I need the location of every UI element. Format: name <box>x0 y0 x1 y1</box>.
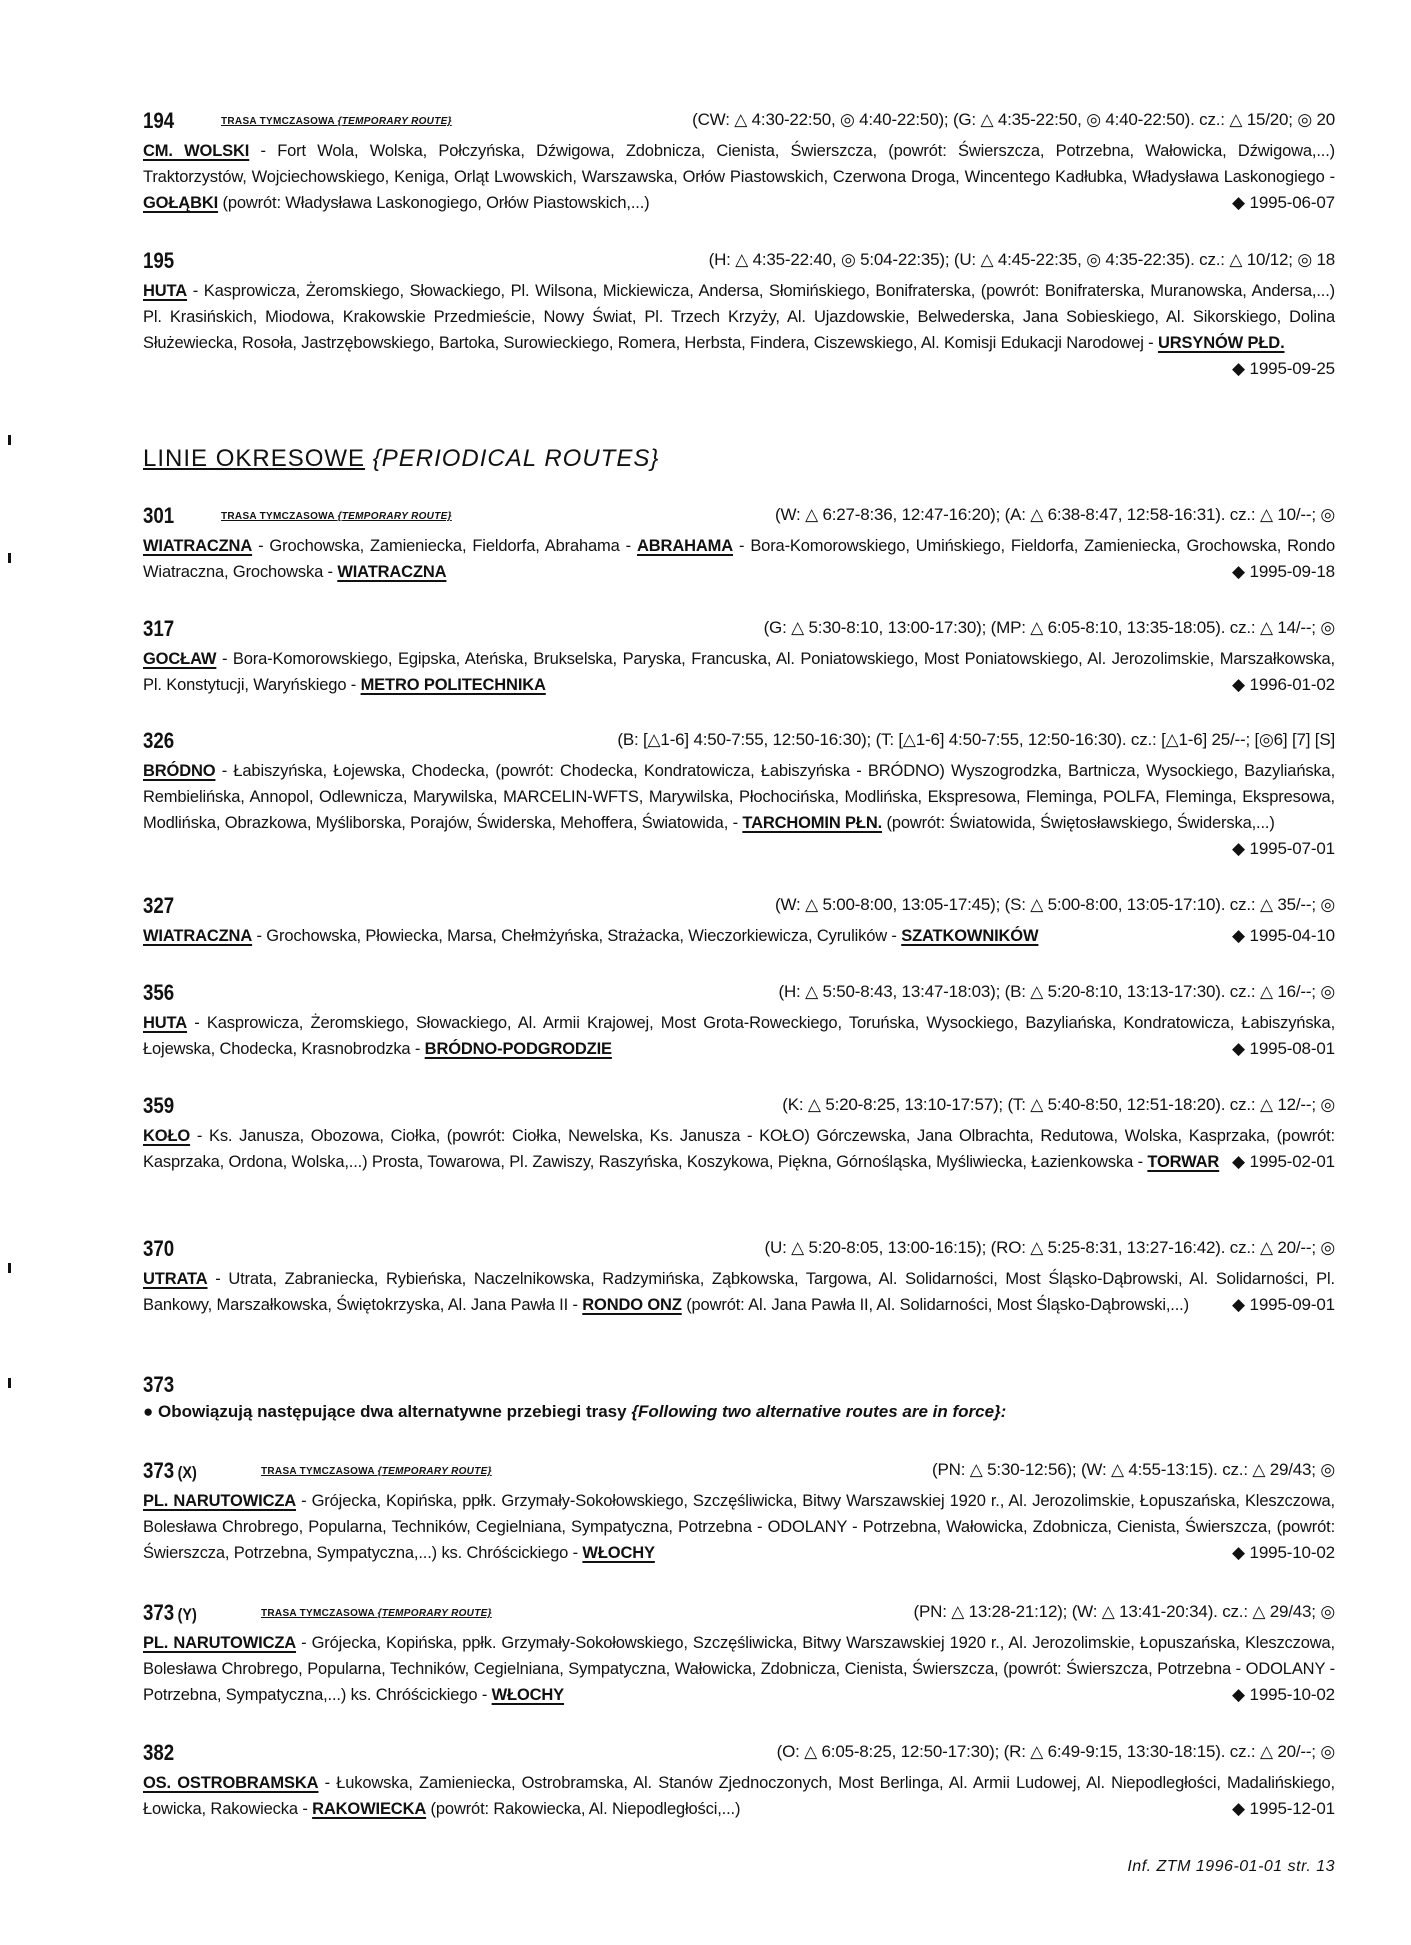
section-title <box>143 445 659 473</box>
route-header <box>143 1600 1335 1630</box>
route-schedule: (B: [△1-6] 4:50-7:55, 12:50-16:30); (T: [△1-6] 4:50-7:55, 12:50-16:30). cz.: [△1-6] 25/--; [◎6] [7] [S] <box>617 730 1335 749</box>
route-number: 326 <box>143 728 175 753</box>
effective-date: ◆ 1995-10-02 <box>1232 1685 1335 1704</box>
route-number: 373 (X) <box>143 1458 197 1483</box>
route-header <box>143 728 1335 758</box>
route-number: 195 <box>143 248 175 273</box>
route-variant: (X) <box>177 1463 197 1482</box>
start-terminus: BRÓDNO <box>143 762 216 780</box>
route-entry <box>143 1740 1335 1822</box>
route-schedule: (H: △ 4:35-22:40, ◎ 5:04-22:35); (U: △ 4:45-22:35, ◎ 4:35-22:35). cz.: △ 10/12; ◎ 18 <box>708 250 1335 269</box>
start-terminus: KOŁO <box>143 1127 191 1145</box>
start-terminus: HUTA <box>143 282 188 300</box>
route-schedule: (K: △ 5:20-8:25, 13:10-17:57); (T: △ 5:40-8:50, 12:51-18:20). cz.: △ 12/--; ◎ <box>782 1095 1335 1114</box>
route-streets: - Grójecka, Kopińska, ppłk. Grzymały-Sokołowskiego, Szczęśliwicka, Bitwy Warszawskiej 1920 r., Al. Jerozolimskie, Łopuszańska, Kleszczowa, Bolesława Chrobrego, Popularna, Techników, Cegielniana, Sympatyczna, Wałowicka, Zdobnicza, Cienista, Świerszcza, (powrót: Świerszcza, Potrzebna - ODOLANY - Potrzebna, Sympatyczna,...) ks. Chróścickiego - <box>143 1634 1335 1704</box>
end-terminus: GOŁĄBKI <box>143 194 219 212</box>
route-number: 317 <box>143 616 175 641</box>
route-schedule: (U: △ 5:20-8:05, 13:00-16:15); (RO: △ 5:25-8:31, 13:27-16:42). cz.: △ 20/--; ◎ <box>764 1238 1335 1257</box>
end-terminus: URSYNÓW PŁD. <box>1157 334 1285 352</box>
route-description <box>143 533 1335 585</box>
end-terminus: SZATKOWNIKÓW <box>901 927 1039 945</box>
route-header <box>143 503 1335 533</box>
route-streets: - Grójecka, Kopińska, ppłk. Grzymały-Sokołowskiego, Szczęśliwicka, Bitwy Warszawskiej 1920 r., Al. Jerozolimskie, Łopuszańska, Kleszczowa, Bolesława Chrobrego, Popularna, Techników, Cegielniana, Sympatyczna, Potrzebna - ODOLANY - Potrzebna, Wałowicka, Zdobnicza, Cienista, Świerszcza, (powrót: Świerszcza, Potrzebna, Sympatyczna,...) ks. Chróścickiego - <box>143 1492 1335 1562</box>
start-terminus: PL. NARUTOWICZA <box>143 1634 297 1652</box>
route-return-note: (powrót: Rakowiecka, Al. Niepodległości,...) <box>430 1800 741 1818</box>
route-entry <box>143 893 1335 949</box>
effective-date: ◆ 1995-09-25 <box>1232 359 1335 378</box>
route-number: 356 <box>143 980 175 1005</box>
route-number: 359 <box>143 1093 175 1118</box>
route-header <box>143 980 1335 1010</box>
route-number: 370 <box>143 1236 175 1261</box>
section-title-en: {PERIODICAL ROUTES} <box>372 445 660 472</box>
effective-date: ◆ 1995-02-01 <box>1232 1152 1335 1171</box>
temporary-route-label: TRASA TYMCZASOWA {TEMPORARY ROUTE} <box>261 1608 492 1619</box>
route-header <box>143 893 1335 923</box>
note-text-en: {Following two alternative routes are in force}: <box>631 1402 1007 1421</box>
route-streets: - Grochowska, Zamieniecka, Fieldorfa, Abrahama - <box>258 537 632 555</box>
temporary-route-label: TRASA TYMCZASOWA {TEMPORARY ROUTE} <box>221 511 452 522</box>
route-entry <box>143 1458 1335 1566</box>
route-streets: - Łukowska, Zamieniecka, Ostrobramska, Al. Stanów Zjednoczonych, Most Berlinga, Al. Armii Ludowej, Al. Niepodległości, Madalińskiego, Łowicka, Rakowiecka - <box>143 1774 1335 1818</box>
route-description <box>143 758 1336 858</box>
route-schedule: (PN: △ 5:30-12:56); (W: △ 4:55-13:15). cz.: △ 29/43; ◎ <box>932 1460 1335 1479</box>
temporary-route-label: TRASA TYMCZASOWA {TEMPORARY ROUTE} <box>261 1466 492 1477</box>
start-terminus: CM. WOLSKI <box>143 142 250 160</box>
route-number: 301 <box>143 503 175 528</box>
page-footer: Inf. ZTM 1996-01-01 str. 13 <box>1127 1858 1335 1875</box>
section-title-pl: LINIE OKRESOWE <box>143 445 366 472</box>
effective-date: ◆ 1995-06-07 <box>1232 193 1335 212</box>
end-terminus: TARCHOMIN PŁN. <box>742 814 883 832</box>
route-streets: - Kasprowicza, Żeromskiego, Słowackiego, Al. Armii Krajowej, Most Grota-Roweckiego, Toruńska, Wysockiego, Bazyliańska, Kondratowicza, Łabiszyńska, Łojewska, Chodecka, Krasnobrodzka - <box>143 1014 1335 1058</box>
route-entry <box>143 1093 1335 1175</box>
end-terminus: RONDO ONZ <box>582 1296 682 1314</box>
end-terminus: TORWAR <box>1147 1153 1220 1171</box>
note-373 <box>143 1402 1006 1422</box>
route-schedule: (CW: △ 4:30-22:50, ◎ 4:40-22:50); (G: △ 4:35-22:50, ◎ 4:40-22:50). cz.: △ 15/20; ◎ 20 <box>692 110 1335 129</box>
end-terminus: RAKOWIECKA <box>312 1800 427 1818</box>
route-entry <box>143 728 1335 862</box>
route-header <box>143 1093 1335 1123</box>
route-schedule: (PN: △ 13:28-21:12); (W: △ 13:41-20:34). cz.: △ 29/43; ◎ <box>913 1602 1335 1621</box>
route-373-heading <box>143 1372 1335 1402</box>
route-schedule: (G: △ 5:30-8:10, 13:00-17:30); (MP: △ 6:05-8:10, 13:35-18:05). cz.: △ 14/--; ◎ <box>763 618 1335 637</box>
route-number: 373 <box>143 1372 175 1397</box>
route-schedule: (O: △ 6:05-8:25, 12:50-17:30); (R: △ 6:49-9:15, 13:30-18:15). cz.: △ 20/--; ◎ <box>776 1742 1335 1761</box>
route-header <box>143 1458 1335 1488</box>
start-terminus: HUTA <box>143 1014 188 1032</box>
route-schedule: (W: △ 6:27-8:36, 12:47-16:20); (A: △ 6:38-8:47, 12:58-16:31). cz.: △ 10/--; ◎ <box>775 505 1335 524</box>
route-description <box>143 1266 1335 1318</box>
route-description <box>143 1630 1335 1708</box>
mid-terminus: ABRAHAMA <box>637 537 733 555</box>
route-entry <box>143 1600 1335 1708</box>
route-schedule: (H: △ 5:50-8:43, 13:47-18:03); (B: △ 5:20-8:10, 13:13-17:30). cz.: △ 16/--; ◎ <box>778 982 1335 1001</box>
effective-date: ◆ 1995-10-02 <box>1232 1543 1335 1562</box>
route-streets: - Ks. Janusza, Obozowa, Ciołka, (powrót: Ciołka, Newelska, Ks. Janusza - KOŁO) Górczewska, Jana Olbrachta, Redutowa, Wolska, Kasprzaka, (powrót: Kasprzaka, Ordona, Wolska,...) Prosta, Towarowa, Pl. Zawiszy, Raszyńska, Koszykowa, Piękna, Górnośląska, Myśliwiecka, Łazienkowska - <box>143 1127 1335 1171</box>
route-streets: - Łabiszyńska, Łojewska, Chodecka, (powrót: Chodecka, Kondratowicza, Łabiszyńska - BRÓDNO) Wyszogrodzka, Bartnicza, Wysockiego, Bazyliańska, Rembielińska, Annopol, Odlewnicza, Marywilska, MARCELIN-WFTS, Marywilska, Płochocińska, Modlińska, Ekspresowa, Fleminga, POLFA, Fleminga, Ekspresowa, Modlińska, Obrazkowa, Myśliborska, Porajów, Świderska, Mehoffera, Światowida, - <box>143 762 1336 832</box>
route-entry <box>143 616 1335 698</box>
route-return-note: (powrót: Al. Jana Pawła II, Al. Solidarności, Most Śląsko-Dąbrowski,...) <box>686 1296 1189 1314</box>
route-entry <box>143 503 1335 585</box>
route-streets: - Fort Wola, Wolska, Połczyńska, Dźwigowa, Zdobnicza, Cienista, Świerszcza, (powrót: Świerszcza, Potrzebna, Wałowicka, Dźwigowa,...) Traktorzystów, Wojciechowskiego, Keniga, Orląt Lwowskich, Warszawska, Orłów Piastowskich, Czerwona Droga, Wincentego Kadłubka, Władysława Laskonogiego - <box>143 142 1335 186</box>
route-number: 373 (Y) <box>143 1600 197 1625</box>
route-number: 382 <box>143 1740 175 1765</box>
route-streets-return: - Bora-Komorowskiego, Umińskiego, Fieldorfa, Zamieniecka, Grochowska, Rondo Wiatraczna, Grochowska - <box>143 537 1335 581</box>
route-schedule: (W: △ 5:00-8:00, 13:05-17:45); (S: △ 5:00-8:00, 13:05-17:10). cz.: △ 35/--; ◎ <box>775 895 1335 914</box>
effective-date: ◆ 1995-04-10 <box>1232 926 1335 945</box>
route-header <box>143 1236 1335 1266</box>
effective-date: ◆ 1995-08-01 <box>1232 1039 1335 1058</box>
route-description <box>143 138 1335 216</box>
route-header <box>143 616 1335 646</box>
margin-mark <box>8 1263 11 1273</box>
end-terminus: BRÓDNO-PODGRODZIE <box>424 1040 612 1058</box>
route-description <box>143 646 1335 698</box>
start-terminus: PL. NARUTOWICZA <box>143 1492 297 1510</box>
route-entry <box>143 1236 1335 1318</box>
route-header <box>143 108 1335 138</box>
route-description <box>143 1488 1335 1566</box>
route-entry <box>143 108 1335 216</box>
route-description <box>143 1770 1335 1822</box>
start-terminus: WIATRACZNA <box>143 537 253 555</box>
start-terminus: GOCŁAW <box>143 650 217 668</box>
end-terminus: WŁOCHY <box>491 1686 565 1704</box>
end-terminus: WIATRACZNA <box>337 563 447 581</box>
margin-mark <box>8 553 11 563</box>
route-number: 194 <box>143 108 175 133</box>
effective-date: ◆ 1996-01-02 <box>1232 675 1335 694</box>
margin-mark <box>8 435 11 445</box>
note-text-pl: ● Obowiązują następujące dwa alternatywne przebiegi trasy <box>143 1402 627 1421</box>
effective-date: ◆ 1995-12-01 <box>1232 1799 1335 1818</box>
route-return-note: (powrót: Władysława Laskonogiego, Orłów Piastowskich,...) <box>222 194 650 212</box>
effective-date: ◆ 1995-07-01 <box>1232 839 1335 858</box>
route-header <box>143 248 1335 278</box>
route-streets: - Bora-Komorowskiego, Egipska, Ateńska, Brukselska, Paryska, Francuska, Al. Poniatowskiego, Most Poniatowskiego, Al. Jerozolimskie, Marszałkowska, Pl. Konstytucji, Waryńskiego - <box>143 650 1335 694</box>
route-streets: - Grochowska, Płowiecka, Marsa, Chełmżyńska, Strażacka, Wieczorkiewicza, Cyrulików - <box>256 927 897 945</box>
route-header <box>143 1740 1335 1770</box>
route-streets: - Utrata, Zabraniecka, Rybieńska, Naczelnikowska, Radzymińska, Ząbkowska, Targowa, Al. Solidarności, Most Śląsko-Dąbrowski, Al. Solidarności, Pl. Bankowy, Marszałkowska, Świętokrzyska, Al. Jana Pawła II - <box>143 1270 1335 1314</box>
start-terminus: OS. OSTROBRAMSKA <box>143 1774 319 1792</box>
route-return-note: (powrót: Światowida, Świętosławskiego, Świderska,...) <box>886 814 1275 832</box>
route-description <box>143 923 1335 949</box>
route-entry <box>143 980 1335 1062</box>
route-entry <box>143 248 1335 382</box>
route-variant: (Y) <box>177 1605 197 1624</box>
effective-date: ◆ 1995-09-01 <box>1232 1295 1335 1314</box>
route-description <box>143 278 1335 378</box>
route-number: 327 <box>143 893 175 918</box>
route-description <box>143 1010 1335 1062</box>
route-streets: - Kasprowicza, Żeromskiego, Słowackiego, Pl. Wilsona, Mickiewicza, Andersa, Słomińskiego, Bonifraterska, (powrót: Bonifraterska, Muranowska, Andersa,...) Pl. Krasińskich, Miodowa, Krakowskie Przedmieście, Nowy Świat, Pl. Trzech Krzyży, Al. Ujazdowskie, Belwederska, Jana Sobieskiego, Al. Sikorskiego, Dolina Służewiecka, Rosoła, Jastrzębowskiego, Bartoka, Surowieckiego, Romera, Herbsta, Findera, Ciszewskiego, Al. Komisji Edukacji Narodowej - <box>143 282 1335 352</box>
effective-date: ◆ 1995-09-18 <box>1232 562 1335 581</box>
end-terminus: WŁOCHY <box>582 1544 655 1562</box>
start-terminus: UTRATA <box>143 1270 208 1288</box>
end-terminus: METRO POLITECHNIKA <box>360 676 546 694</box>
route-description <box>143 1123 1335 1175</box>
start-terminus: WIATRACZNA <box>143 927 253 945</box>
temporary-route-label: TRASA TYMCZASOWA {TEMPORARY ROUTE} <box>221 116 452 127</box>
margin-mark <box>8 1378 11 1388</box>
